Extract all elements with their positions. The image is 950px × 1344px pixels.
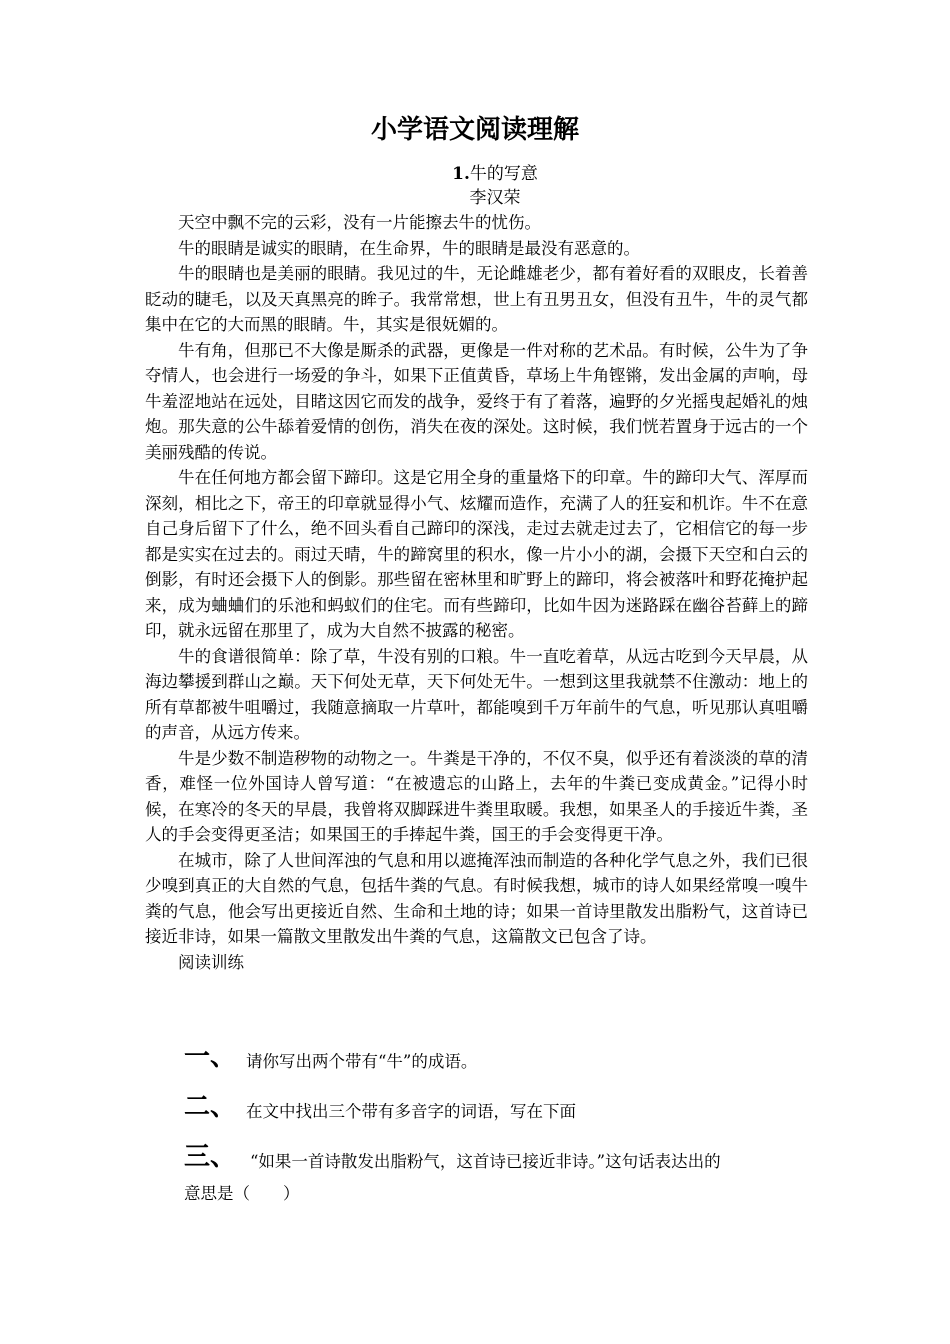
question-item	[184, 1090, 809, 1140]
paragraph: 牛在任何地方都会留下蹄印。这是它用全身的重量烙下的印章。牛的蹄印大气、浑厚而深刻，相比之下，帝王的印章就显得小气、炫耀而造作，充满了人的狂妄和机诈。牛不在意自己身后留下了什么，绝不回头看自己蹄印的深浅，走过去就走过去了，它相信它的每一步都是实实在过去的。雨过天晴，牛的蹄窝里的积水，像一片小小的湖，会摄下天空和白云的倒影，有时还会摄下人的倒影。那些留在密林里和旷野上的蹄印，将会被落叶和野花掩护起来，成为蛐蛐们的乐池和蚂蚁们的住宅。而有些蹄印，比如牛因为迷路踩在幽谷苔藓上的蹄印，就永远留在那里了，成为大自然不披露的秘密。	[145, 468, 808, 640]
paragraph: 牛的眼睛也是美丽的眼睛。我见过的牛，无论雌雄老少，都有着好看的双眼皮，长着善眨动的睫毛，以及天真黑亮的眸子。我常常想，世上有丑男丑女，但没有丑牛，牛的灵气都集中在它的大而黑的眼睛。牛，其实是很妩媚的。	[145, 264, 808, 334]
question-list	[184, 1040, 809, 1203]
question-marker: 三、	[184, 1142, 237, 1172]
question-text: 请你写出两个带有“牛”的成语。	[246, 1052, 478, 1071]
question-marker: 二、	[184, 1092, 237, 1122]
paragraph: 牛有角，但那已不大像是厮杀的武器，更像是一件对称的艺术品。有时候，公牛为了争夺情人，也会进行一场爱的争斗，如果下正值黄昏，草场上牛角铿锵，发出金属的声响，母牛羞涩地站在远处，目睹这因它而发的战争，爱终于有了着落，遍野的夕光摇曳起婚礼的烛炮。那失意的公牛舔着爱情的创伤，消失在夜的深处。这时候，我们恍若置身于远古的一个美丽残酷的传说。	[145, 340, 808, 462]
article-title	[0, 162, 950, 186]
question-text: 在文中找出三个带有多音字的词语，写在下面	[246, 1102, 576, 1121]
paragraph: 牛是少数不制造秽物的动物之一。牛粪是干净的，不仅不臭，似乎还有着淡淡的草的清香，难怪一位外国诗人曾写道：“在被遗忘的山路上，去年的牛粪已变成黄金。”记得小时候，在寒冷的冬天的早晨，我曾将双脚踩进牛粪里取暖。我想，如果圣人的手接近牛粪，圣人的手会变得更圣洁；如果国王的手捧起牛粪，国王的手会变得更干净。	[145, 748, 808, 844]
paragraph: 在城市，除了人世间浑浊的气息和用以遮掩浑浊而制造的各种化学气息之外，我们已很少嗅到真正的大自然的气息，包括牛粪的气息。有时候我想，城市的诗人如果经常嗅一嗅牛粪的气息，他会写出更接近自然、生命和土地的诗；如果一首诗里散发出脂粉气，这首诗已接近非诗，如果一篇散文里散发出牛粪的气息，这篇散文已包含了诗。	[145, 850, 808, 946]
article-body	[145, 210, 808, 975]
question-text-continuation: 意思是（ ）	[184, 1184, 300, 1203]
paragraph: 天空中飘不完的云彩，没有一片能擦去牛的忧伤。	[178, 213, 541, 232]
article-number: 1.	[452, 164, 470, 184]
article-author: 李汉荣	[469, 188, 521, 208]
section-label: 阅读训练	[178, 952, 244, 972]
document-title: 小学语文阅读理解	[370, 115, 579, 145]
question-marker: 一、	[184, 1042, 237, 1072]
question-item	[184, 1040, 809, 1090]
question-text: “如果一首诗散发出脂粉气，这首诗已接近非诗。”这句话表达出的	[250, 1152, 721, 1171]
paragraph: 牛的眼睛是诚实的眼睛，在生命界，牛的眼睛是最没有恶意的。	[178, 238, 640, 258]
article-title-text: 牛的写意	[469, 164, 538, 184]
question-item	[184, 1140, 809, 1203]
paragraph: 牛的食谱很简单：除了草，牛没有别的口粮。牛一直吃着草，从远古吃到今天早晨，从海边攀援到群山之巅。天下何处无草，天下何处无牛。一想到这里我就禁不住激动：地上的所有草都被牛咀嚼过，我随意摘取一片草叶，都能嗅到千万年前牛的气息，听见那认真咀嚼的声音，从远方传来。	[145, 646, 808, 742]
